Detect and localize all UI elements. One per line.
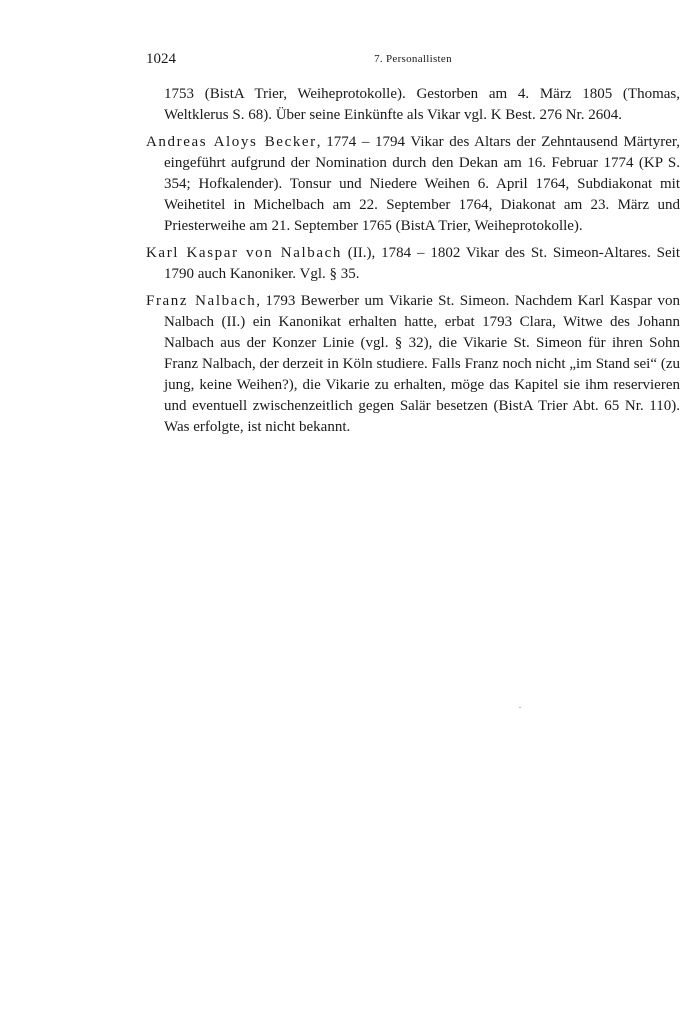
entry-nalbach-franz: [146, 291, 680, 438]
entry-nalbach-karl-kaspar: [146, 243, 680, 285]
entry-name: Karl Kaspar von Nalbach: [146, 245, 342, 261]
entry-becker: [146, 132, 680, 237]
entry-name: Andreas Aloys Becker: [146, 134, 317, 150]
entry-continuation: [146, 84, 680, 126]
page-number: 1024: [146, 51, 176, 67]
entry-name: Franz Nalbach: [146, 293, 257, 309]
body-text: [146, 84, 680, 444]
entry-text: , 1793 Bewerber um Vikarie St. Simeon. Nachdem Karl Kaspar von Nalbach (II.) ein Kanonikat erhalten hatte, erbat 1793 Clara, Witwe des Johann Nalbach aus der Konzer Linie (vgl. § 32), die Vikarie St. Simeon für ihren Sohn Franz Nalbach, der derzeit in Köln studiere. Falls Franz noch nicht „im Stand sei“ (zu jung, keine Weihen?), die Vikarie zu erhalten, möge das Kapitel sie ihm reservieren und eventuell zwischenzeitlich gegen Salär besetzen (BistA Trier Abt. 65 Nr. 110). Was erfolgte, ist nicht bekannt.: [164, 293, 680, 435]
entry-text: (II.), 1784 – 1802 Vikar des St. Simeon-Altares. Seit 1790 auch Kanoniker. Vgl. § 35.: [164, 245, 681, 282]
scan-speck: [519, 707, 521, 708]
entry-text: , 1774 – 1794 Vikar des Altars der Zehntausend Märtyrer, eingeführt aufgrund der Nomination durch den Dekan am 16. Februar 1774 (KP S. 354; Hofkalender). Tonsur und Niedere Weihen 6. April 1764, Subdiakonat mit Weihetitel in Michelbach am 22. September 1764, Diakonat am 23. März und Priesterweihe am 21. September 1765 (BistA Trier, Weiheprotokolle).: [164, 134, 680, 234]
running-head: [146, 50, 680, 70]
entry-text: 1753 (BistA Trier, Weiheprotokolle). Gestorben am 4. März 1805 (Thomas, Weltklerus S. 68). Über seine Einkünfte als Vikar vgl. K Best. 276 Nr. 2604.: [164, 86, 680, 123]
section-title: 7. Personallisten: [374, 53, 452, 65]
